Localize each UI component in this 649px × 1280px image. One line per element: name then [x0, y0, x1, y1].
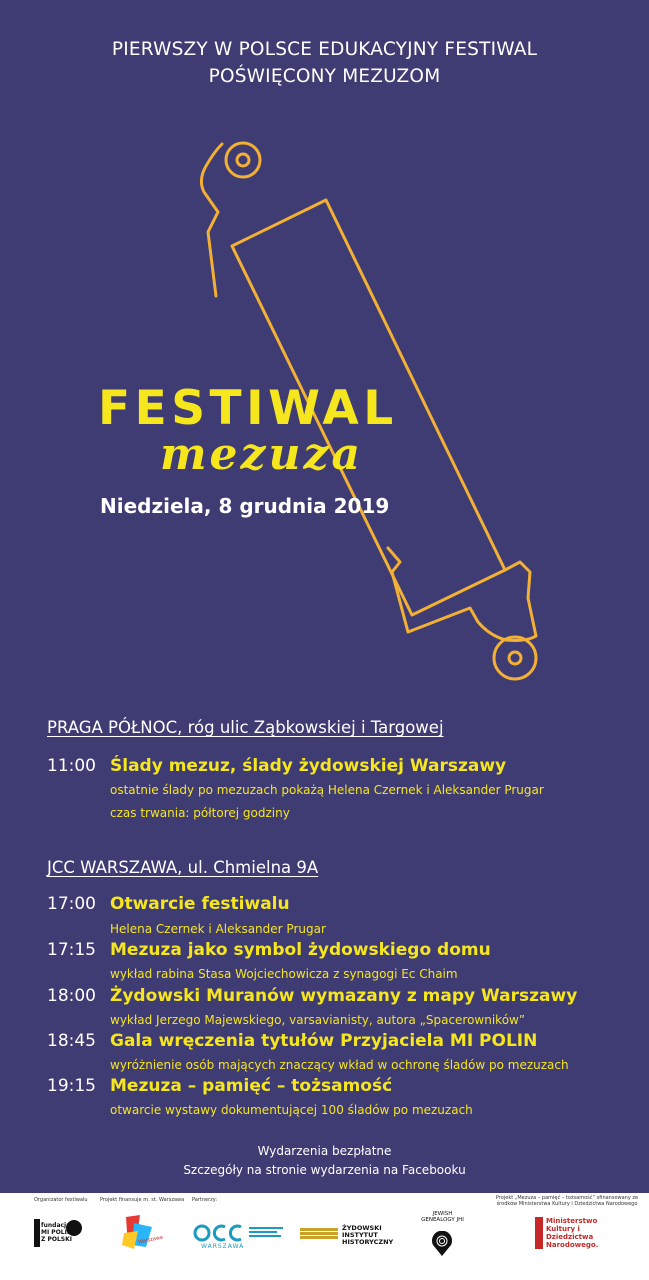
festival-date: Niedziela, 8 grudnia 2019 [100, 494, 390, 518]
jewish-genealogy-text: JEWISH GENEALOGY JHI [421, 1211, 464, 1223]
organizer-label: Organizator festiwalu [34, 1197, 88, 1203]
event-description: wyróżnienie osób mających znaczący wkład w ochronę śladów po mezuzach [110, 1058, 569, 1072]
jcc-mark-icon [193, 1223, 245, 1243]
event-title: Mezuza – pamięć – tożsamość [110, 1076, 393, 1096]
zih-logo [300, 1225, 400, 1247]
event-title: Gala wręczenia tytułów Przyjaciela MI POLIN [110, 1031, 538, 1051]
festival-subtitle: mezuza [160, 429, 364, 480]
jcc-logo-text: WARSZAWA [201, 1243, 245, 1250]
event-description: wykład Jerzego Majewskiego, varsavianisty, autora „Spacerowników” [110, 1013, 526, 1027]
event-description: ostatnie ślady po mezuzach pokażą Helena Czernek i Aleksander Prugar [110, 783, 544, 797]
project-note: Projekt „Mezuza – pamięć – tożsamość” sfinansowany ze środków Ministerstwa Kultury i Dziedzictwa Narodowego [495, 1195, 639, 1207]
event-title: Żydowski Muranów wymazany z mapy Warszawy [110, 986, 578, 1006]
event-description: Helena Czernek i Aleksander Prugar [110, 922, 326, 936]
ministry-logo-text: Ministerstwo Kultury i Dziedzictwa Narodowego. [546, 1217, 599, 1249]
zih-logo-text: ŻYDOWSKI INSTYTUT HISTORYCZNY [342, 1224, 394, 1246]
festival-title: FESTIWAL [98, 381, 398, 436]
header-line-2: POŚWIĘCONY MEZUZOM [208, 66, 441, 87]
header-line-1: PIERWSZY W POLSCE EDUKACYJNY FESTIWAL [111, 39, 538, 60]
jcc-logo [193, 1223, 293, 1253]
jewish-genealogy-logo [420, 1211, 465, 1257]
event-time: 17:15 [47, 940, 96, 960]
event-description: otwarcie wystawy dokumentującej 100 śladów po mezuzach [110, 1103, 473, 1117]
ministry-flag-icon [535, 1217, 543, 1249]
partners-label: Partnerzy: [192, 1197, 218, 1203]
funding-label: Projekt finansuje m. st. Warszawa [100, 1197, 185, 1203]
mezuza-top-ring [226, 143, 260, 177]
mi-polin-logo [34, 1219, 84, 1247]
mezuza-top-handle [201, 144, 222, 296]
warszawa-logo-text: Warszawa [137, 1234, 164, 1246]
event-title: Otwarcie festiwalu [110, 894, 290, 914]
event-time: 18:45 [47, 1031, 96, 1051]
mezuza-bottom-ring-hole [509, 652, 521, 664]
warszawa-logo [120, 1213, 164, 1251]
event-time: 17:00 [47, 894, 96, 914]
event-description: wykład rabina Stasa Wojciechowicza z synagogi Ec Chaim [110, 967, 458, 981]
section-heading-jcc: JCC WARSZAWA, ul. Chmielna 9A [47, 858, 319, 877]
event-duration: czas trwania: półtorej godziny [110, 806, 290, 820]
section-heading-praga: PRAGA PÓŁNOC, róg ulic Ząbkowskiej i Targowej [47, 718, 444, 737]
mezuza-top-ring-hole [237, 154, 249, 166]
zih-hebrew-mark-icon [300, 1227, 338, 1241]
event-title: Mezuza jako symbol żydowskiego domu [110, 940, 491, 960]
sponsor-bar [0, 1193, 649, 1280]
event-time: 19:15 [47, 1076, 96, 1096]
event-title: Ślady mezuz, ślady żydowskiej Warszawy [110, 756, 507, 776]
mi-polin-logo-text: fundacja MI POLIN Z POLSKI [41, 1222, 72, 1243]
footer-facebook-details: Szczegóły na stronie wydarzenia na Facebooku [183, 1163, 466, 1177]
jcc-fine-print-icon [249, 1225, 289, 1241]
mezuza-bottom-clip [388, 548, 536, 641]
mezuza-bottom-ring [494, 637, 536, 679]
footer-free-events: Wydarzenia bezpłatne [257, 1144, 392, 1158]
mezuza-bottom-tail [505, 562, 536, 636]
genealogy-pin-icon [430, 1231, 454, 1257]
ministry-logo [535, 1217, 605, 1253]
event-time: 11:00 [47, 756, 96, 776]
event-time: 18:00 [47, 986, 96, 1006]
footer-note [0, 1142, 649, 1180]
